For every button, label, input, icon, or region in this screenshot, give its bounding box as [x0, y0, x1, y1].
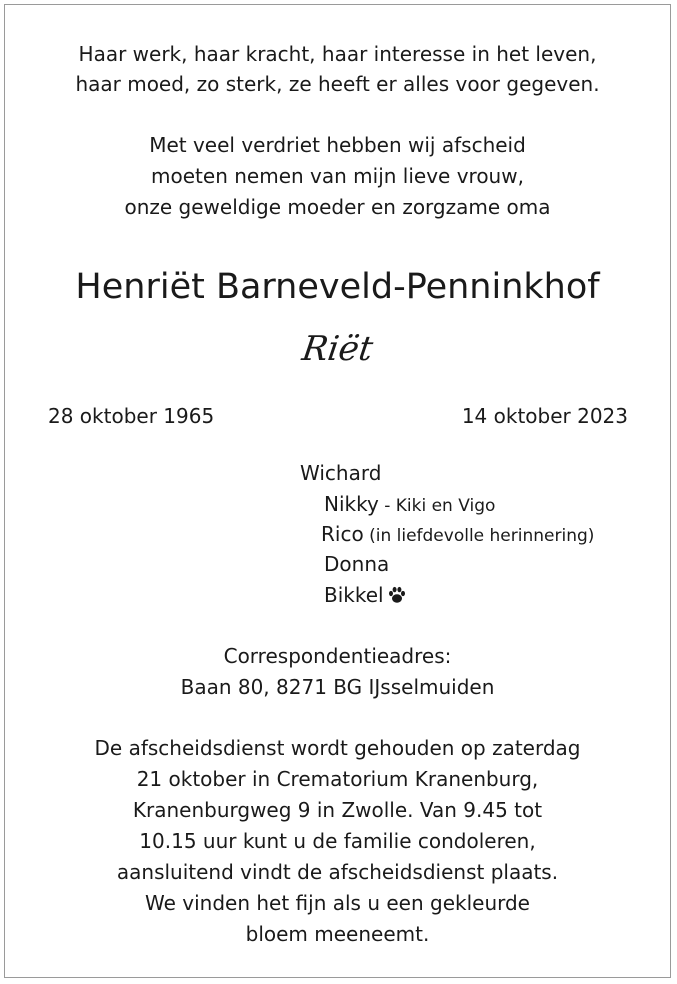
family-pet	[324, 580, 407, 613]
service-line-5: aansluitend vindt de afscheidsdienst plaats.	[116, 860, 559, 884]
death-date: 14 oktober 2023	[461, 404, 628, 428]
correspondence-address: Baan 80, 8271 BG IJsselmuiden	[180, 675, 495, 699]
poem-line-1: Haar werk, haar kracht, haar interesse in het leven,	[78, 42, 597, 66]
deceased-full-name: Henriët Barneveld-Penninkhof	[75, 267, 600, 307]
service-line-1: De afscheidsdienst wordt gehouden op zaterdag	[94, 736, 581, 760]
child-1-name: Nikky	[324, 492, 379, 516]
correspondence-label: Correspondentieadres:	[223, 644, 452, 668]
service-line-4: 10.15 uur kunt u de familie condoleren,	[139, 829, 536, 853]
intro-line-1: Met veel verdriet hebben wij afscheid	[149, 133, 526, 157]
family-child-2	[321, 519, 594, 551]
service-line-3: Kranenburgweg 9 in Zwolle. Van 9.45 tot	[132, 798, 543, 822]
deceased-nickname: Riët	[299, 329, 376, 369]
birth-date: 28 oktober 1965	[48, 404, 215, 428]
pet-name: Bikkel	[324, 583, 384, 607]
child-2-name: Rico	[321, 522, 364, 546]
family-spouse: Wichard	[300, 461, 382, 485]
poem-line-2: haar moed, zo sterk, ze heeft er alles voor gegeven.	[75, 72, 600, 96]
child-1-note: - Kiki en Vigo	[378, 496, 496, 516]
service-line-2: 21 oktober in Crematorium Kranenburg,	[136, 767, 539, 791]
service-line-7: bloem meeneemt.	[245, 922, 430, 946]
paw-icon	[387, 583, 407, 613]
service-line-6: We vinden het fijn als u een gekleurde	[145, 891, 530, 915]
intro-line-2: moeten nemen van mijn lieve vrouw,	[151, 164, 524, 188]
intro-line-3: onze geweldige moeder en zorgzame oma	[124, 195, 551, 219]
child-2-note: (in liefdevolle herinnering)	[363, 526, 595, 546]
obituary-card	[4, 4, 671, 978]
family-child-3: Donna	[324, 552, 390, 576]
family-child-1	[324, 489, 495, 521]
